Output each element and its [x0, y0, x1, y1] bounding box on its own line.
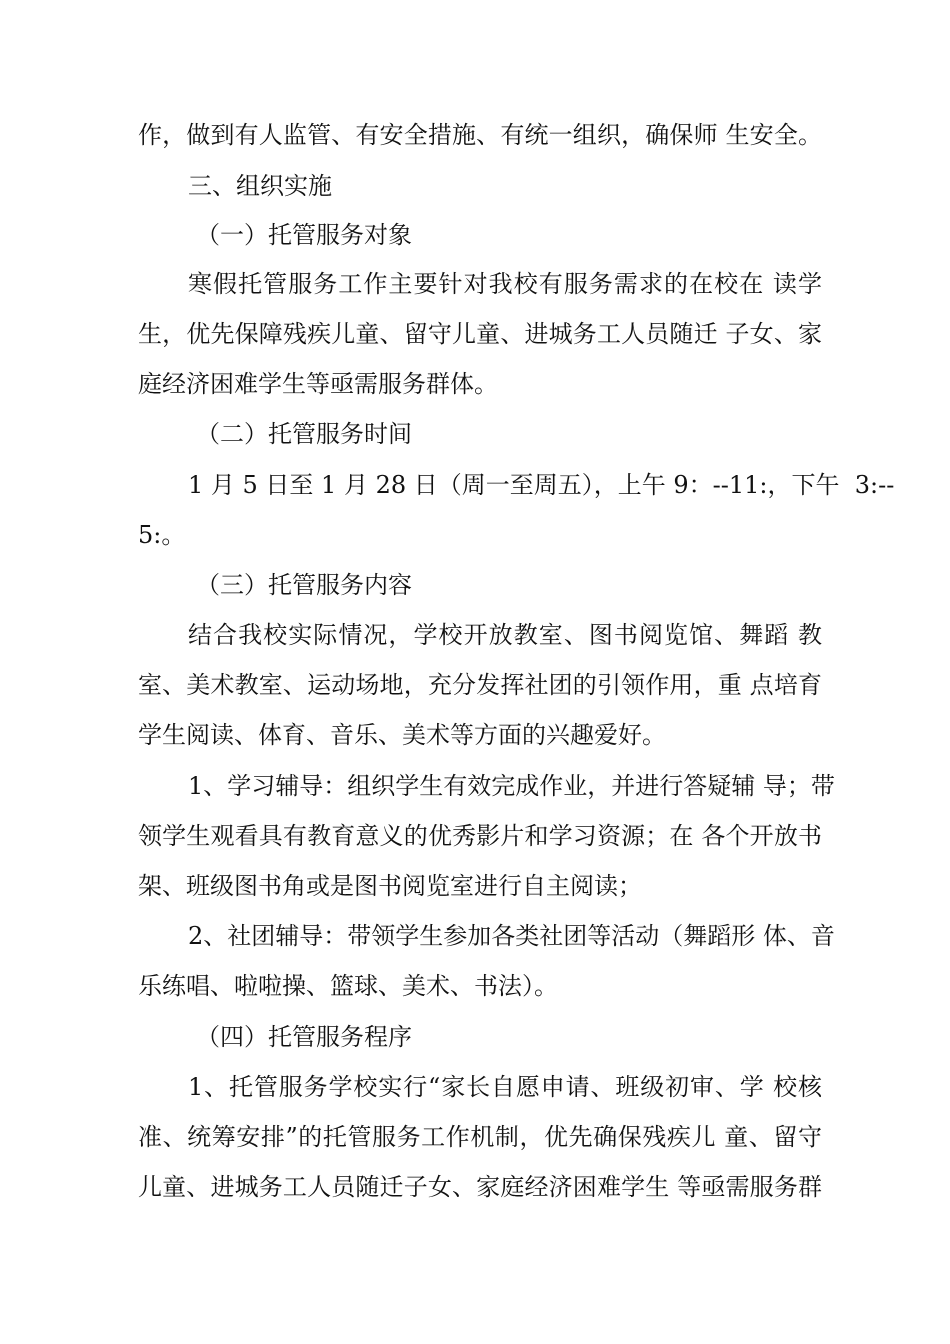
body-text-line: 室、美术教室、运动场地，充分发挥社团的引领作用，重 点培育	[138, 671, 822, 699]
body-text-line: 学生阅读、体育、音乐、美术等方面的兴趣爱好。	[138, 721, 666, 749]
body-text-line: 1、学习辅导：组织学生有效完成作业，并进行答疑辅 导；带	[188, 772, 835, 800]
body-text-line: 儿童、进城务工人员随迁子女、家庭经济困难学生 等亟需服务群	[138, 1173, 822, 1201]
subsection-heading: （三）托管服务内容	[196, 571, 412, 599]
body-text-line: 5:。	[138, 521, 186, 549]
body-text-line: 乐练唱、啦啦操、篮球、美术、书法）。	[138, 972, 558, 1000]
body-text-line: 寒假托管服务工作主要针对我校有服务需求的在校在 读学	[188, 270, 822, 298]
body-text-line: 生，优先保障残疾儿童、留守儿童、进城务工人员随迁 子女、家	[138, 320, 822, 348]
body-text-line: 1、托管服务学校实行“家长自愿申请、班级初审、学 校核	[188, 1073, 822, 1101]
body-text-line: 结合我校实际情况，学校开放教室、图书阅览馆、舞蹈 教	[188, 621, 822, 649]
subsection-heading: （一）托管服务对象	[196, 221, 412, 249]
body-text-line: 2、社团辅导：带领学生参加各类社团等活动（舞蹈形 体、音	[188, 922, 835, 950]
subsection-heading: （二）托管服务时间	[196, 420, 412, 448]
body-text-line: 架、班级图书角或是图书阅览室进行自主阅读；	[138, 872, 642, 900]
body-text-line: 领学生观看具有教育意义的优秀影片和学习资源；在 各个开放书	[138, 822, 822, 850]
section-heading: 三、组织实施	[188, 172, 332, 200]
subsection-heading: （四）托管服务程序	[196, 1023, 412, 1051]
body-text-line: 庭经济困难学生等亟需服务群体。	[138, 370, 498, 398]
body-text-line: 准、统筹安排”的托管服务工作机制，优先确保残疾儿 童、留守	[138, 1123, 822, 1151]
body-text-line: 作，做到有人监管、有安全措施、有统一组织，确保师 生安全。	[138, 121, 822, 149]
body-text-line: 1 月 5 日至 1 月 28 日（周一至周五），上午 9：--11:，下午 3:--	[188, 471, 895, 499]
